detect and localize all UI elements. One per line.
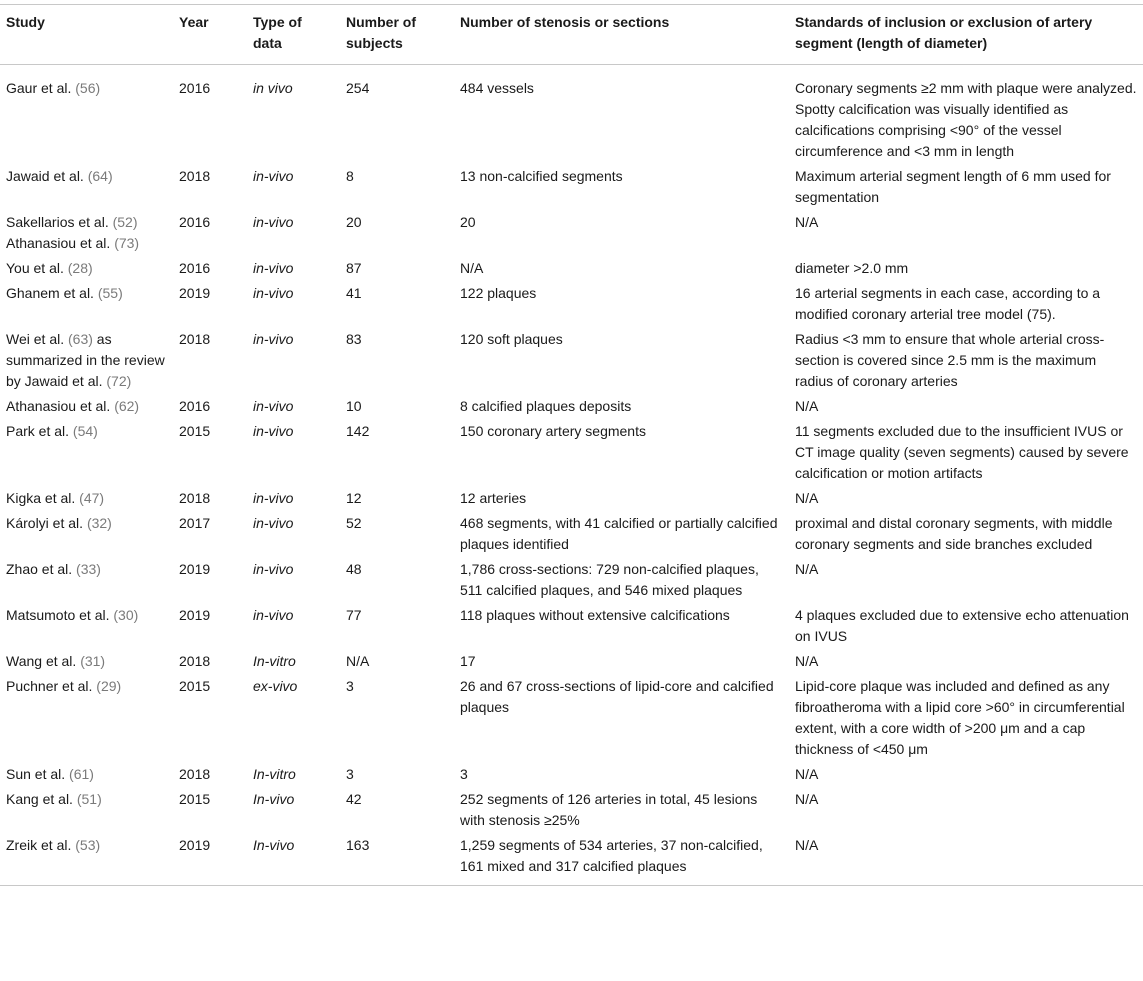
table-row bbox=[0, 210, 1143, 256]
cell-stenosis: 1,786 cross-sections: 729 non-calcified plaques, 511 calcified plaques, and 546 mixed plaques bbox=[460, 561, 759, 598]
table-row bbox=[0, 281, 1143, 327]
cell-stenosis: 3 bbox=[460, 766, 468, 782]
table-row bbox=[0, 762, 1143, 787]
cell-year: 2016 bbox=[179, 214, 211, 230]
cell-type: in-vivo bbox=[253, 331, 294, 347]
cell-stenosis: 468 segments, with 41 calcified or partially calcified plaques identified bbox=[460, 515, 778, 552]
study-name: Park et al. bbox=[6, 423, 70, 439]
cell-subjects: 12 bbox=[346, 490, 362, 506]
header-row bbox=[0, 5, 1143, 65]
cell-stenosis: 17 bbox=[460, 653, 476, 669]
cell-study bbox=[0, 833, 173, 885]
cell-stenosis: 484 vessels bbox=[460, 80, 534, 96]
cell-type: in-vivo bbox=[253, 423, 294, 439]
citation-ref[interactable]: (32) bbox=[86, 515, 112, 531]
cell-stenosis: 118 plaques without extensive calcifications bbox=[460, 607, 730, 623]
cell-subjects: 41 bbox=[346, 285, 362, 301]
cell-type: in-vivo bbox=[253, 607, 294, 623]
cell-standards: Coronary segments ≥2 mm with plaque were analyzed. Spotty calcification was visually identified as calcifications comprising <90° of the vessel circumference and <3 mm in length bbox=[795, 80, 1137, 159]
cell-standards: Lipid-core plaque was included and defined as any fibroatheroma with a lipid core >60° in circumferential extent, with a core width of >200 μm and a cap thickness of <450 μm bbox=[795, 678, 1125, 757]
cell-stenosis: 20 bbox=[460, 214, 476, 230]
cell-study bbox=[0, 164, 173, 210]
table-row bbox=[0, 394, 1143, 419]
cell-stenosis: 26 and 67 cross-sections of lipid-core and calcified plaques bbox=[460, 678, 774, 715]
cell-year: 2018 bbox=[179, 766, 211, 782]
cell-type: in-vivo bbox=[253, 285, 294, 301]
cell-year: 2017 bbox=[179, 515, 211, 531]
cell-stenosis: 150 coronary artery segments bbox=[460, 423, 646, 439]
cell-stenosis: 12 arteries bbox=[460, 490, 527, 506]
cell-type: ex-vivo bbox=[253, 678, 298, 694]
cell-study bbox=[0, 603, 173, 649]
study-name: Athanasiou et al. bbox=[6, 398, 111, 414]
bottom-rule bbox=[0, 885, 1143, 886]
citation-ref[interactable]: (63) bbox=[68, 331, 93, 347]
cell-study bbox=[0, 65, 173, 165]
cell-stenosis: 252 segments of 126 arteries in total, 45 lesions with stenosis ≥25% bbox=[460, 791, 758, 828]
cell-year: 2019 bbox=[179, 561, 211, 577]
cell-year: 2016 bbox=[179, 398, 211, 414]
cell-subjects: 10 bbox=[346, 398, 362, 414]
cell-standards: Maximum arterial segment length of 6 mm used for segmentation bbox=[795, 168, 1111, 205]
study-tail: as summarized in the review by Jawaid et al. bbox=[6, 331, 165, 389]
table-row bbox=[0, 511, 1143, 557]
cell-study bbox=[0, 511, 173, 557]
cell-type: in-vivo bbox=[253, 214, 294, 230]
cell-standards: N/A bbox=[795, 214, 819, 230]
cell-subjects: 254 bbox=[346, 80, 370, 96]
study-name: Jawaid et al. bbox=[6, 168, 84, 184]
citation-ref[interactable]: (54) bbox=[72, 423, 98, 439]
cell-year: 2018 bbox=[179, 168, 211, 184]
cell-year: 2019 bbox=[179, 837, 211, 853]
table-row bbox=[0, 256, 1143, 281]
cell-year: 2016 bbox=[179, 80, 211, 96]
header-study: Study bbox=[6, 14, 45, 30]
citation-ref[interactable]: (72) bbox=[106, 373, 132, 389]
study-name: Sun et al. bbox=[6, 766, 66, 782]
cell-study bbox=[0, 327, 173, 394]
citation-ref[interactable]: (55) bbox=[97, 285, 123, 301]
citation-ref[interactable]: (28) bbox=[67, 260, 93, 276]
study-name: You et al. bbox=[6, 260, 64, 276]
cell-subjects: 20 bbox=[346, 214, 362, 230]
citation-ref[interactable]: (61) bbox=[69, 766, 94, 782]
cell-subjects: N/A bbox=[346, 653, 370, 669]
table-row bbox=[0, 486, 1143, 511]
cell-stenosis: 120 soft plaques bbox=[460, 331, 563, 347]
cell-year: 2018 bbox=[179, 653, 211, 669]
study-name: Zreik et al. bbox=[6, 837, 72, 853]
cell-subjects: 142 bbox=[346, 423, 370, 439]
cell-type: in-vivo bbox=[253, 398, 294, 414]
cell-standards: N/A bbox=[795, 837, 819, 853]
table-row bbox=[0, 327, 1143, 394]
table-row bbox=[0, 164, 1143, 210]
cell-standards: Radius <3 mm to ensure that whole arterial cross-section is covered since 2.5 mm is the maximum radius of coronary arteries bbox=[795, 331, 1105, 389]
study-name: Puchner et al. bbox=[6, 678, 93, 694]
cell-type: in-vivo bbox=[253, 260, 294, 276]
cell-type: in-vivo bbox=[253, 561, 294, 577]
table-row bbox=[0, 557, 1143, 603]
cell-standards: N/A bbox=[795, 490, 819, 506]
table-row bbox=[0, 603, 1143, 649]
cell-subjects: 52 bbox=[346, 515, 362, 531]
study-name: Matsumoto et al. bbox=[6, 607, 110, 623]
citation-ref[interactable]: (64) bbox=[87, 168, 113, 184]
cell-study bbox=[0, 557, 173, 603]
citation-ref[interactable]: (29) bbox=[96, 678, 122, 694]
citation-ref[interactable]: (62) bbox=[114, 398, 140, 414]
cell-study bbox=[0, 649, 173, 674]
cell-study bbox=[0, 210, 173, 256]
cell-stenosis: 13 non-calcified segments bbox=[460, 168, 623, 184]
cell-stenosis: 122 plaques bbox=[460, 285, 537, 301]
cell-standards: N/A bbox=[795, 791, 819, 807]
citation-ref[interactable]: (31) bbox=[80, 653, 106, 669]
cell-standards: diameter >2.0 mm bbox=[795, 260, 909, 276]
study-name: Wei et al. bbox=[6, 331, 65, 347]
table-row bbox=[0, 649, 1143, 674]
citation-ref[interactable]: (33) bbox=[76, 561, 101, 577]
study-name: Kigka et al. bbox=[6, 490, 76, 506]
cell-subjects: 163 bbox=[346, 837, 370, 853]
cell-subjects: 3 bbox=[346, 678, 354, 694]
cell-study bbox=[0, 281, 173, 327]
study-name: Károlyi et al. bbox=[6, 515, 84, 531]
cell-year: 2018 bbox=[179, 490, 211, 506]
cell-year: 2015 bbox=[179, 423, 211, 439]
cell-subjects: 8 bbox=[346, 168, 354, 184]
study-name: Gaur et al. bbox=[6, 80, 72, 96]
cell-subjects: 83 bbox=[346, 331, 362, 347]
cell-type: in-vivo bbox=[253, 168, 294, 184]
cell-standards: N/A bbox=[795, 766, 819, 782]
cell-study bbox=[0, 762, 173, 787]
cell-subjects: 87 bbox=[346, 260, 362, 276]
cell-stenosis: 1,259 segments of 534 arteries, 37 non-calcified, 161 mixed and 317 calcified plaques bbox=[460, 837, 763, 874]
table-row bbox=[0, 65, 1143, 165]
cell-standards: 4 plaques excluded due to extensive echo attenuation on IVUS bbox=[795, 607, 1129, 644]
cell-type: In-vivo bbox=[253, 837, 295, 853]
cell-type: in-vivo bbox=[253, 515, 294, 531]
cell-subjects: 3 bbox=[346, 766, 354, 782]
cell-standards: N/A bbox=[795, 398, 819, 414]
cell-year: 2019 bbox=[179, 285, 211, 301]
cell-year: 2015 bbox=[179, 791, 211, 807]
cell-standards: N/A bbox=[795, 653, 819, 669]
cell-subjects: 48 bbox=[346, 561, 362, 577]
header-standards: Standards of inclusion or exclusion of artery segment (length of diameter) bbox=[795, 14, 1093, 51]
cell-subjects: 42 bbox=[346, 791, 362, 807]
table-row bbox=[0, 419, 1143, 486]
cell-stenosis: N/A bbox=[460, 260, 484, 276]
cell-type: In-vivo bbox=[253, 791, 295, 807]
cell-study bbox=[0, 394, 173, 419]
cell-year: 2019 bbox=[179, 607, 211, 623]
cell-year: 2016 bbox=[179, 260, 211, 276]
cell-standards: N/A bbox=[795, 561, 819, 577]
table-body bbox=[0, 65, 1143, 886]
table-row bbox=[0, 787, 1143, 833]
header-year: Year bbox=[179, 14, 209, 30]
citation-ref[interactable]: (51) bbox=[76, 791, 102, 807]
cell-type: in vivo bbox=[253, 80, 293, 96]
cell-study bbox=[0, 674, 173, 762]
cell-subjects: 77 bbox=[346, 607, 362, 623]
cell-study bbox=[0, 419, 173, 486]
table-row bbox=[0, 674, 1143, 762]
citation-ref[interactable]: (53) bbox=[75, 837, 101, 853]
cell-study bbox=[0, 787, 173, 833]
citation-ref[interactable]: (73) bbox=[114, 235, 140, 251]
study-name: Sakellarios et al. bbox=[6, 214, 109, 230]
cell-study bbox=[0, 486, 173, 511]
table-row bbox=[0, 833, 1143, 885]
cell-study bbox=[0, 256, 173, 281]
cell-year: 2015 bbox=[179, 678, 211, 694]
study-name: Ghanem et al. bbox=[6, 285, 94, 301]
citation-ref[interactable]: (47) bbox=[79, 490, 105, 506]
citation-ref[interactable]: (52) bbox=[112, 214, 138, 230]
cell-stenosis: 8 calcified plaques deposits bbox=[460, 398, 632, 414]
studies-table bbox=[0, 4, 1143, 885]
cell-type: In-vitro bbox=[253, 766, 296, 782]
citation-ref[interactable]: (56) bbox=[75, 80, 101, 96]
study-name: Athanasiou et al. bbox=[6, 235, 111, 251]
cell-type: in-vivo bbox=[253, 490, 294, 506]
study-name: Zhao et al. bbox=[6, 561, 73, 577]
cell-standards: 11 segments excluded due to the insufficient IVUS or CT image quality (seven segments) caused by severe calcification or motion artifacts bbox=[795, 423, 1129, 481]
citation-ref[interactable]: (30) bbox=[113, 607, 139, 623]
cell-type: In-vitro bbox=[253, 653, 296, 669]
header-subjects: Number of subjects bbox=[346, 14, 416, 51]
cell-standards: 16 arterial segments in each case, according to a modified coronary arterial tree model (75). bbox=[795, 285, 1101, 322]
cell-standards: proximal and distal coronary segments, with middle coronary segments and side branches excluded bbox=[795, 515, 1113, 552]
header-type: Type of data bbox=[253, 14, 302, 51]
header-stenosis: Number of stenosis or sections bbox=[460, 14, 670, 30]
study-name: Kang et al. bbox=[6, 791, 73, 807]
study-name: Wang et al. bbox=[6, 653, 77, 669]
cell-year: 2018 bbox=[179, 331, 211, 347]
